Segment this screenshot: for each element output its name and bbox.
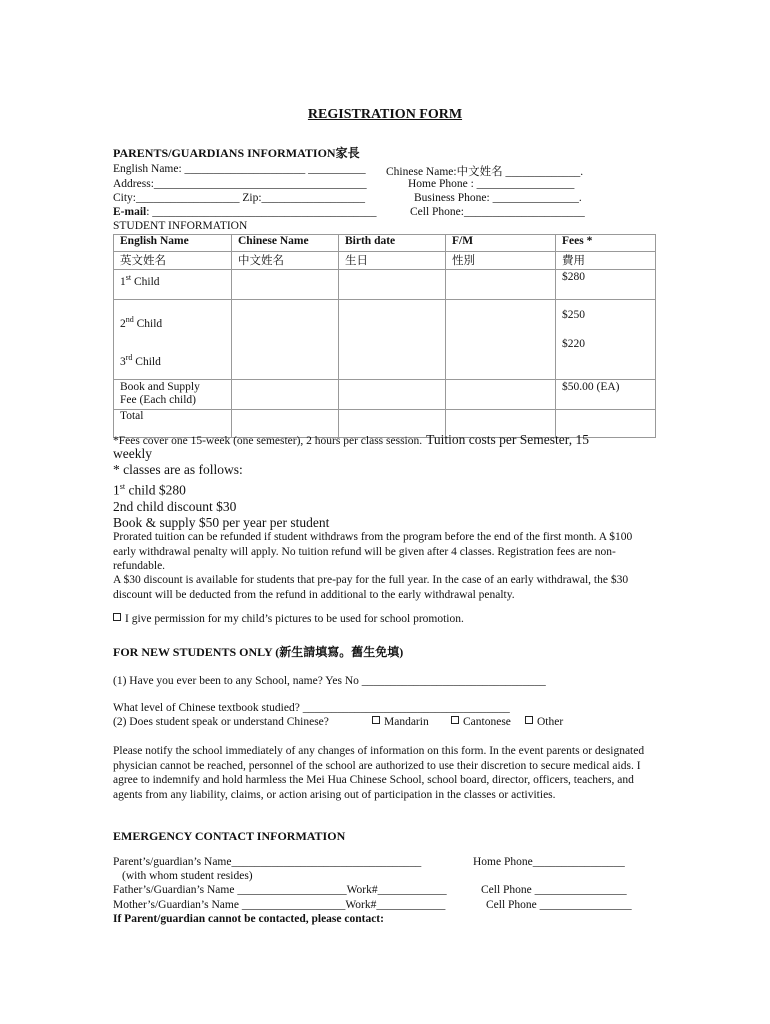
previous-school-question[interactable]: (1) Have you ever been to any School, name? Yes No ________________________________ xyxy=(113,675,546,687)
col-gender-cn: 性別 xyxy=(446,252,556,270)
child3-label: 3rd Child xyxy=(120,352,161,368)
child2-label: 2nd Child xyxy=(120,315,163,330)
child23-gender-cell[interactable] xyxy=(446,300,556,380)
fees-note-line1: *Fees cover one 15-week (one semester), 2 hours per class session. Tuition costs per Semester, 15 xyxy=(113,432,589,447)
checkbox-icon xyxy=(525,716,533,724)
child3-fee: $220 xyxy=(562,338,585,350)
table-row xyxy=(114,300,656,380)
email-line: : _______________________________________ xyxy=(146,206,377,218)
col-chinese-name: Chinese Name xyxy=(232,235,339,252)
notice-paragraph: Please notify the school immediately of any changes of information on this form. In the event parents or designated physician cannot be reached, personnel of the school are authorized to use their discretion to secure medical aids. I agree to indemnify and hold harmless the Mei Hua Chinese School, school board, director, officers, teachers, and agents from any liability, claims, or action arising out of participation in the classes or activities. xyxy=(113,745,645,801)
address-field[interactable]: Address:_____________________________________ xyxy=(113,178,367,190)
book-fee-label: Book and Supply Fee (Each child) xyxy=(114,379,232,409)
checkbox-icon xyxy=(451,716,459,724)
table-row xyxy=(114,379,656,409)
child1-gender-cell[interactable] xyxy=(446,270,556,300)
photo-permission-checkbox[interactable]: I give permission for my child’s pictures to be used for school promotion. xyxy=(113,613,464,625)
alternate-contact-heading: If Parent/guardian cannot be contacted, please contact: xyxy=(113,913,384,925)
prepay-discount-policy: A $30 discount is available for students that pre-pay for the full year. In the case of an early withdrawal, the $30 discount will be deducted from the refund in additional to the early withdrawal penalty. xyxy=(113,574,629,601)
col-fees: Fees * xyxy=(556,235,656,252)
fees-note-line4: 1st child $280 xyxy=(113,482,186,498)
book-cell-3 xyxy=(339,379,446,409)
child23-label xyxy=(114,300,232,380)
mother-cell-field[interactable]: Cell Phone ________________ xyxy=(486,899,632,911)
checkbox-icon xyxy=(113,613,121,621)
resides-note: (with whom student resides) xyxy=(122,870,253,882)
english-name-field[interactable]: English Name: _____________________ __________ xyxy=(113,163,366,175)
mandarin-checkbox[interactable]: Mandarin xyxy=(372,716,429,728)
table-row xyxy=(114,270,656,300)
student-heading: STUDENT INFORMATION xyxy=(113,220,248,232)
child23-chinese-name-cell[interactable] xyxy=(232,300,339,380)
language-question: (2) Does student speak or understand Chinese? xyxy=(113,716,329,728)
col-chinese-name-cn: 中文姓名 xyxy=(232,252,339,270)
chinese-name-field[interactable]: Chinese Name:中文姓名 _____________. xyxy=(386,166,584,178)
cantonese-checkbox[interactable]: Cantonese xyxy=(451,716,511,728)
book-fee: $50.00 (EA) xyxy=(556,379,656,409)
home-phone-field[interactable]: Home Phone : _________________ xyxy=(408,178,575,190)
child23-birth-date-cell[interactable] xyxy=(339,300,446,380)
new-students-heading: FOR NEW STUDENTS ONLY (新生請填寫。舊生免填) xyxy=(113,645,404,659)
table-header-cn-row xyxy=(114,252,656,270)
textbook-level-question[interactable]: What level of Chinese textbook studied? ____________________________________ xyxy=(113,702,510,714)
emergency-home-phone-field[interactable]: Home Phone________________ xyxy=(473,856,625,868)
city-zip-field[interactable]: City:__________________ Zip:__________________ xyxy=(113,192,366,204)
child1-label: 1st Child xyxy=(114,270,232,300)
col-fees-cn: 費用 xyxy=(556,252,656,270)
refund-policy: Prorated tuition can be refunded if student withdraws from the program before the end of the first month. A $100 early withdrawal penalty will apply. No tuition refund will be given after 4 classes. Registration fees are non-refundable. xyxy=(113,531,633,572)
col-gender: F/M xyxy=(446,235,556,252)
email-label: E-mail xyxy=(113,206,147,218)
fees-note-line3: * classes are as follows: xyxy=(113,462,243,477)
book-cell-4 xyxy=(446,379,556,409)
child1-birth-date-cell[interactable] xyxy=(339,270,446,300)
col-english-name: English Name xyxy=(114,235,232,252)
col-birth-date-cn: 生日 xyxy=(339,252,446,270)
email-field[interactable] xyxy=(113,206,377,218)
student-table xyxy=(113,234,656,438)
father-cell-field[interactable]: Cell Phone ________________ xyxy=(481,884,627,896)
other-checkbox[interactable]: Other xyxy=(525,716,563,728)
parents-heading: PARENTS/GUARDIANS INFORMATION家長 xyxy=(113,146,360,160)
fees-note-line6: Book & supply $50 per year per student xyxy=(113,515,330,530)
page-title: REGISTRATION FORM xyxy=(307,107,463,122)
table-header-row xyxy=(114,235,656,252)
child2-fee: $250 xyxy=(562,309,585,321)
cell-phone-field[interactable]: Cell Phone:_____________________ xyxy=(410,206,585,218)
fees-note-line2: weekly xyxy=(113,446,152,461)
child1-chinese-name-cell[interactable] xyxy=(232,270,339,300)
father-field[interactable]: Father’s/Guardian’s Name ___________________Work#____________ xyxy=(113,884,447,896)
fees-note-line5: 2nd child discount $30 xyxy=(113,499,237,514)
book-cell-2 xyxy=(232,379,339,409)
col-birth-date: Birth date xyxy=(339,235,446,252)
child23-fees xyxy=(556,300,656,380)
total-label: Total xyxy=(114,409,232,437)
checkbox-icon xyxy=(372,716,380,724)
business-phone-field[interactable]: Business Phone: _______________. xyxy=(414,192,582,204)
child1-fee: $280 xyxy=(556,270,656,300)
col-english-name-cn: 英文姓名 xyxy=(114,252,232,270)
parent-name-field[interactable]: Parent’s/guardian’s Name_________________________________ xyxy=(113,856,422,868)
mother-field[interactable]: Mother’s/Guardian’s Name __________________Work#____________ xyxy=(113,899,446,911)
emergency-heading: EMERGENCY CONTACT INFORMATION xyxy=(113,829,346,843)
